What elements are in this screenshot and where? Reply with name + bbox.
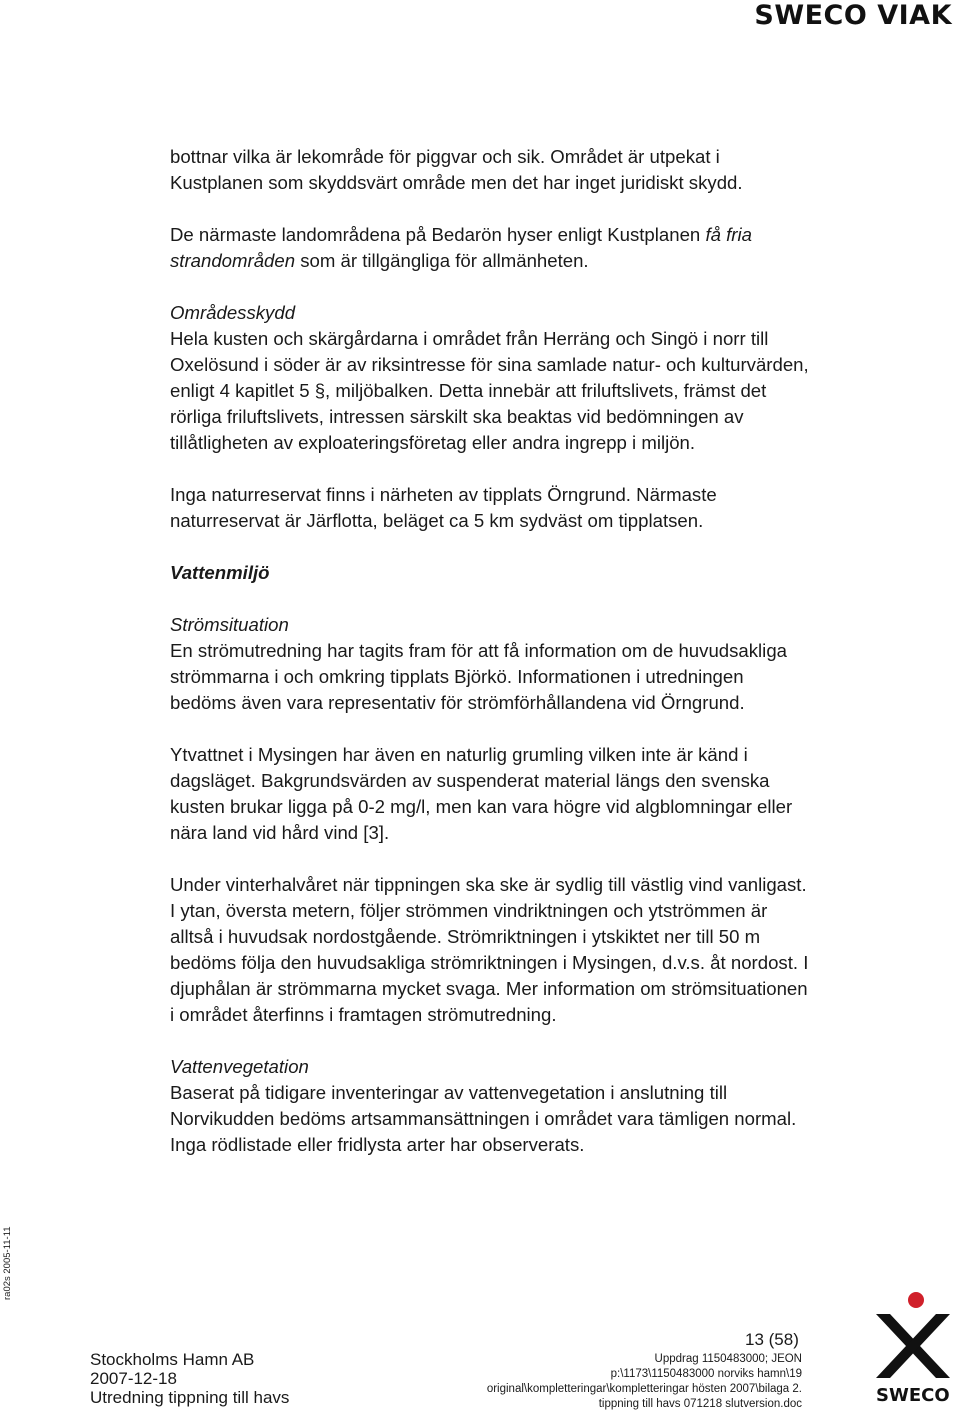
footer-path-2: original\kompletteringar\kompletteringar hösten 2007\bilaga 2. (486, 1383, 802, 1395)
paragraph-4: Inga naturreservat finns i närheten av tipplats Örngrund. Närmaste naturreservat är Järflotta, beläget ca 5 km sydväst om tipplatsen. (170, 484, 717, 531)
logo-red-dot (908, 1292, 924, 1308)
footer-assignment: Uppdrag 1150483000; JEON (654, 1353, 802, 1365)
footer-title: Utredning tippning till havs (90, 1388, 290, 1407)
subheading-omradesskydd: Områdesskydd (170, 302, 296, 323)
heading-vattenmiljo: Vattenmiljö (170, 562, 270, 583)
sweco-mark-text: SWECO (876, 1385, 950, 1406)
footer-path-3: tippning till havs 071218 slutversion.doc (598, 1398, 802, 1410)
paragraph-1: bottnar vilka är lekområde för piggvar och sik. Området är utpekat i Kustplanen som skyddsvärt område men det har inget juridiskt skydd. (170, 146, 743, 193)
subheading-stromsituation: Strömsituation (170, 614, 289, 635)
footer-client: Stockholms Hamn AB (90, 1350, 255, 1369)
paragraph-5: En strömutredning har tagits fram för att få information om de huvudsakliga strömmarna i och omkring tipplats Björkö. Informationen i utredningen bedöms även vara representativ för strömförhållandena vid Örngrund. (170, 640, 787, 713)
footer-path-1: p:\1173\1150483000 norviks hamn\19 (610, 1368, 802, 1380)
page-number: 13 (58) (745, 1330, 799, 1349)
paragraph-8: Baserat på tidigare inventeringar av vattenvegetation i anslutning till Norvikudden bedöms artsammansättningen i området vara tämligen normal. Inga rödlistade eller fridlysta arter har observerats. (170, 1082, 797, 1155)
footer-right (487, 1352, 802, 1412)
paragraph-3: Hela kusten och skärgårdarna i området från Herräng och Singö i norr till Oxelösund i söder är av riksintresse för sina samlade natur- och kulturvärden, enligt 4 kapitlet 5 §, miljöbalken. Detta innebär att friluftslivets, främst det rörliga friluftslivets, intressen särskilt ska beaktas vid bedömningen av tillåtligheten av exploateringsföretag eller andra ingrepp i miljön. (170, 328, 809, 453)
emphasis-text: få fria strandområden (170, 224, 752, 271)
side-document-code: ra02s 2005-11-11 (2, 1226, 13, 1300)
sweco-viak-logo: SWECO VIAK (754, 0, 952, 31)
paragraph-7: Under vinterhalvåret när tippningen ska ske är sydlig till västlig vind vanligast. I ytan, översta metern, följer strömmen vindriktningen och ytströmmen är alltså i huvudsak nordostgående. Strömriktningen i ytskiktet ner till 50 m bedöms följa den huvudsakliga strömriktningen i Mysingen, d.v.s. åt nordost. I djuphålan är strömmarna mycket svaga. Mer information om strömsituationen i området återfinns i framtagen strömutredning. (170, 874, 809, 1025)
footer-date: 2007-12-18 (90, 1369, 177, 1388)
paragraph-6: Ytvattnet i Mysingen har även en naturlig grumling vilken inte är känd i dagsläget. Bakgrundsvärden av suspenderat material längs den svenska kusten brukar ligga på 0-2 mg/l, men kan vara högre vid algblomningar eller nära land vid hård vind [3]. (170, 744, 793, 843)
document-body (170, 144, 810, 1158)
footer-left (90, 1350, 289, 1407)
paragraph-2: De närmaste landområdena på Bedarön hyser enligt Kustplanen få fria strandområden som är tillgängliga för allmänheten. (170, 224, 752, 271)
subheading-vattenvegetation: Vattenvegetation (170, 1056, 309, 1077)
